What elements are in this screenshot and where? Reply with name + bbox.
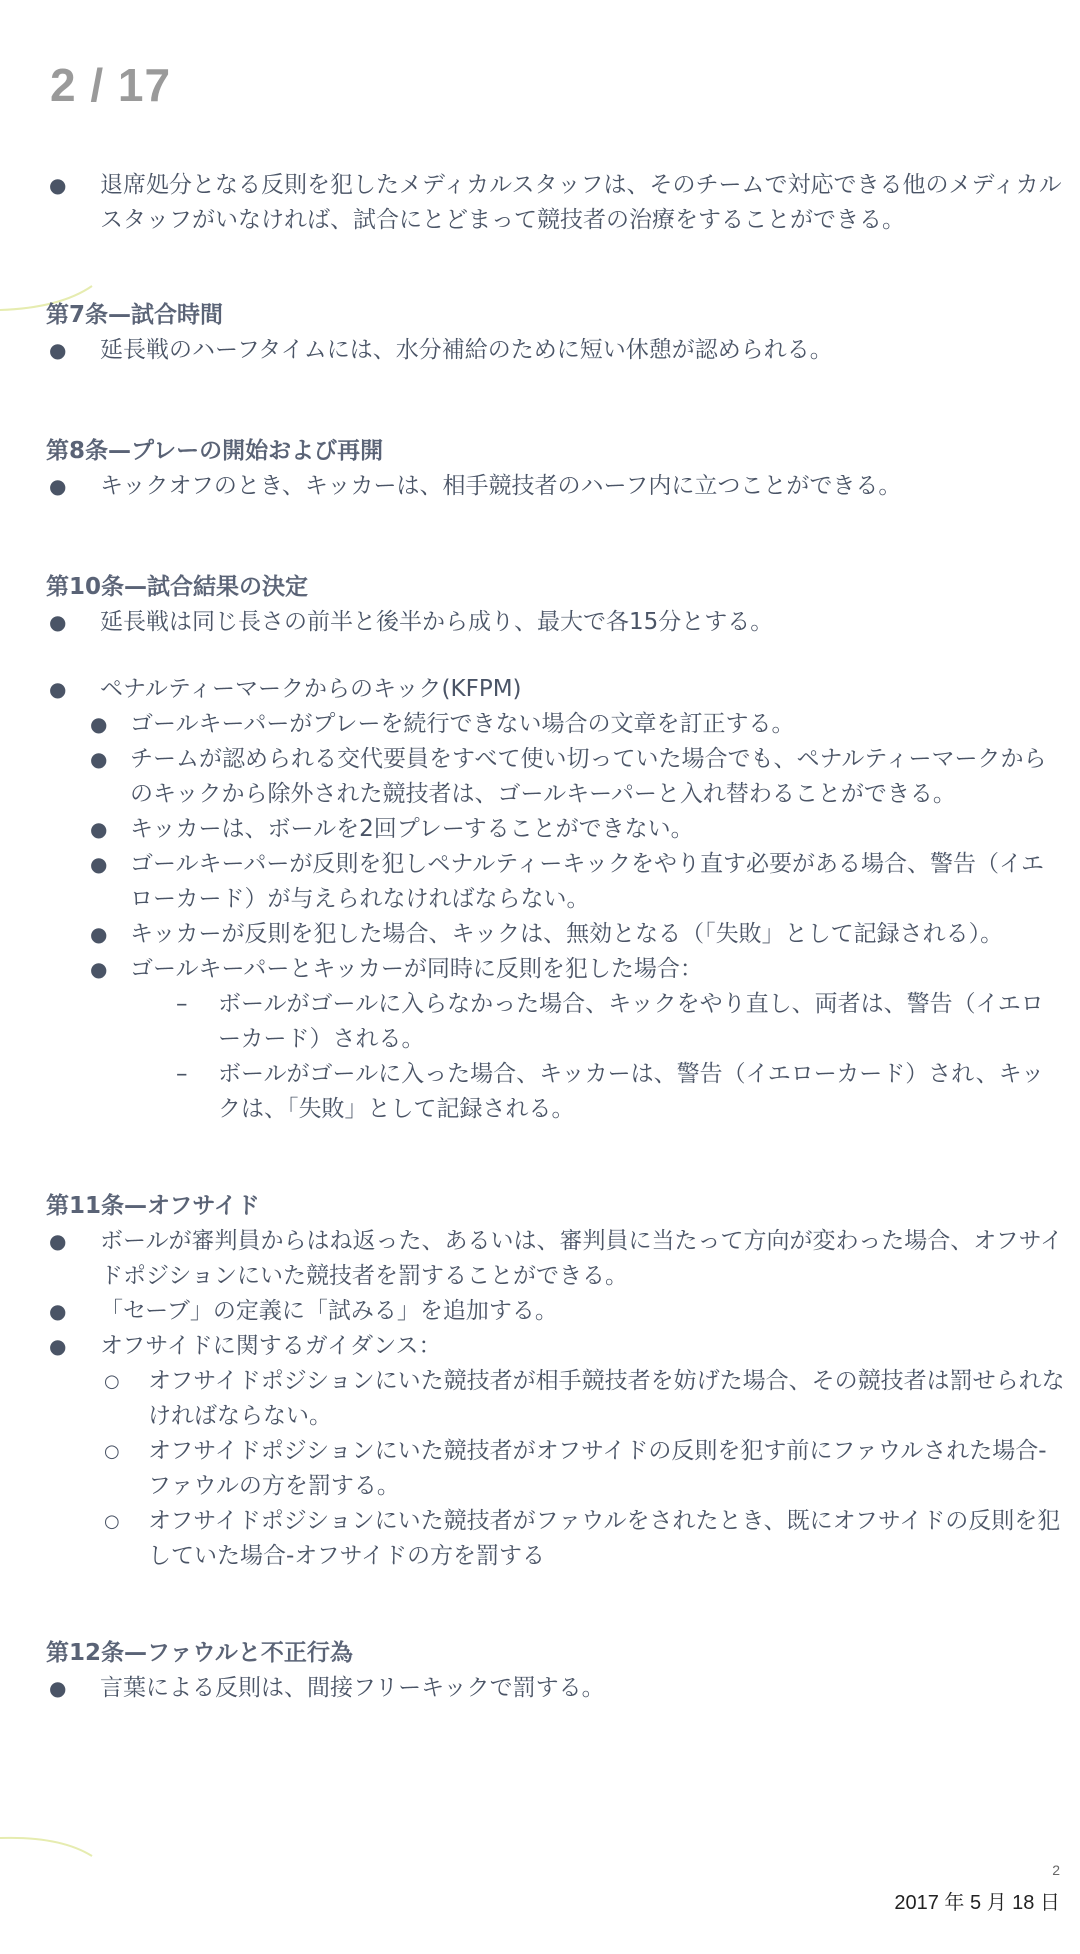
list-item <box>46 742 1066 812</box>
list-item-text: オフサイドポジションにいた競技者がオフサイドの反則を犯す前にファウルされた場合-ファウルの方を罰する。 <box>148 1438 1047 1499</box>
list-item <box>46 605 1066 640</box>
list-item-text: オフサイドに関するガイダンス： <box>100 1333 442 1359</box>
page-date: 2017 年 5 月 18 日 <box>894 1892 1060 1914</box>
dash-icon: – <box>176 991 188 1017</box>
list-item-text: 延長戦は同じ長さの前半と後半から成り、最大で各15分とする。 <box>100 609 774 635</box>
list-item-text: ペナルティーマークからのキック(KFPM) <box>100 676 522 702</box>
list-item <box>46 469 1066 504</box>
bullet-icon: ● <box>90 922 108 946</box>
list-item <box>46 987 1066 1057</box>
section-article-12 <box>46 1636 1066 1706</box>
bullet-icon: ● <box>90 712 108 736</box>
section-article-10 <box>46 570 1066 1127</box>
list-item <box>46 707 1066 742</box>
bullet-icon: ● <box>49 1334 67 1358</box>
list-item-kfpm <box>46 672 1066 1127</box>
list-item-text: オフサイドポジションにいた競技者が相手競技者を妨げた場合、その競技者は罰せられなければならない。 <box>148 1368 1065 1429</box>
list-item-text: 延長戦のハーフタイムには、水分補給のために短い休憩が認められる。 <box>100 337 833 363</box>
list-item-text: ボールがゴールに入った場合、キッカーは、警告（イエローカード）され、キックは、「失敗」として記録される。 <box>218 1061 1045 1122</box>
dash-icon: – <box>176 1061 188 1087</box>
list-item <box>46 847 1066 917</box>
list-item-text: ボールが審判員からはね返った、あるいは、審判員に当たって方向が変わった場合、オフサイドポジションにいた競技者を罰することができる。 <box>100 1228 1064 1289</box>
list-item <box>46 917 1066 952</box>
circle-bullet-icon: ○ <box>104 1441 120 1462</box>
bullet-icon: ● <box>49 677 67 701</box>
kfpm-sub-list <box>130 987 1066 1127</box>
list-item-text: 言葉による反則は、間接フリーキックで罰する。 <box>100 1675 605 1701</box>
list-item-text: キッカーは、ボールを2回プレーすることができない。 <box>130 816 694 842</box>
section-article-11 <box>46 1189 1066 1574</box>
section-heading: 第8条—プレーの開始および再開 <box>46 438 384 464</box>
circle-bullet-icon: ○ <box>104 1511 120 1532</box>
list-item-text: 「セーブ」の定義に「試みる」を追加する。 <box>100 1298 558 1324</box>
list-item <box>46 1504 1066 1574</box>
list-item <box>46 1434 1066 1504</box>
bullet-icon: ● <box>49 1676 67 1700</box>
list-item <box>46 1329 1066 1574</box>
list-item <box>46 168 1066 238</box>
list-item <box>46 812 1066 847</box>
list-item-text: ゴールキーパーが反則を犯しペナルティーキックをやり直す必要がある場合、警告（イエローカード）が与えられなければならない。 <box>130 851 1045 912</box>
bullet-icon: ● <box>49 338 67 362</box>
list-item-text: ゴールキーパーとキッカーが同時に反則を犯した場合： <box>130 956 703 982</box>
section-article-7 <box>46 298 1066 368</box>
offside-guidance-list <box>100 1364 1066 1574</box>
section-heading: 第10条—試合結果の決定 <box>46 574 309 600</box>
list-item <box>46 1294 1066 1329</box>
list-item-text: キッカーが反則を犯した場合、キックは、無効となる（「失敗」として記録される）。 <box>130 921 1004 947</box>
bullet-icon: ● <box>49 173 67 197</box>
list-item-text: ボールがゴールに入らなかった場合、キックをやり直し、両者は、警告（イエローカード）される。 <box>218 991 1044 1052</box>
list-item-text: 退席処分となる反則を犯したメディカルスタッフは、そのチームで対応できる他のメディカルスタッフがいなければ、試合にとどまって競技者の治療をすることができる。 <box>100 172 1062 233</box>
bullet-icon: ● <box>90 747 108 771</box>
bullet-icon: ● <box>49 610 67 634</box>
intro-list <box>46 168 1066 238</box>
bullet-icon: ● <box>49 1229 67 1253</box>
list-item-text: キックオフのとき、キッカーは、相手競技者のハーフ内に立つことができる。 <box>100 473 902 499</box>
kfpm-list <box>90 707 1066 1127</box>
bullet-icon: ● <box>90 852 108 876</box>
page-number: 2 <box>1052 1862 1060 1878</box>
bullet-icon: ● <box>90 957 108 981</box>
section-article-8 <box>46 434 1066 504</box>
document-content <box>46 168 1066 1706</box>
list-item-text: オフサイドポジションにいた競技者がファウルをされたとき、既にオフサイドの反則を犯していた場合-オフサイドの方を罰する <box>148 1508 1061 1569</box>
bullet-icon: ● <box>49 474 67 498</box>
circle-bullet-icon: ○ <box>104 1371 120 1392</box>
page-counter: 2 / 17 <box>50 59 172 111</box>
section-heading: 第7条—試合時間 <box>46 302 224 328</box>
list-item <box>46 1671 1066 1706</box>
list-item-text: チームが認められる交代要員をすべて使い切っていた場合でも、ペナルティーマークからのキックから除外された競技者は、ゴールキーパーと入れ替わることができる。 <box>130 746 1047 807</box>
list-item <box>46 333 1066 368</box>
list-item <box>46 952 1066 1127</box>
section-heading: 第11条—オフサイド <box>46 1193 260 1219</box>
bullet-icon: ● <box>49 1299 67 1323</box>
decorative-arc-bottom <box>0 1832 100 1862</box>
list-item <box>46 1057 1066 1127</box>
bullet-icon: ● <box>90 817 108 841</box>
section-heading: 第12条—ファウルと不正行為 <box>46 1640 353 1666</box>
list-item <box>46 1364 1066 1434</box>
list-item <box>46 1224 1066 1294</box>
list-item-text: ゴールキーパーがプレーを続行できない場合の文章を訂正する。 <box>130 711 795 737</box>
